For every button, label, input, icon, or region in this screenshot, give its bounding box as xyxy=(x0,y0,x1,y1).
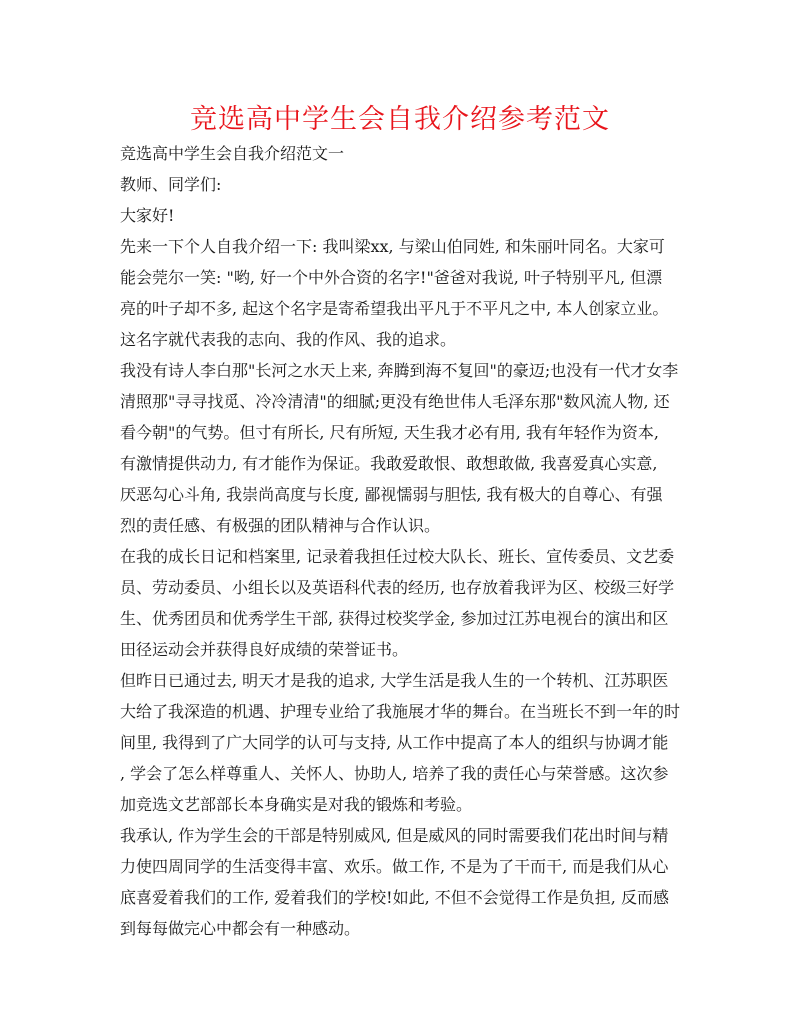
text-line: 底喜爱着我们的工作, 爱着我们的学校!如此, 不但不会觉得工作是负担, 反而感 xyxy=(120,888,669,907)
text-line: 生、优秀团员和优秀学生干部, 获得过校奖学金, 参加过江苏电视台的演出和区 xyxy=(120,609,669,628)
text-line: 我没有诗人李白那"长河之水天上来, 奔腾到海不复回"的豪迈;也没有一代才女李 xyxy=(120,361,679,380)
text-line: 员、劳动委员、小组长以及英语科代表的经历, 也存放着我评为区、校级三好学 xyxy=(120,578,675,597)
text-line: 我承认, 作为学生会的干部是特别威风, 但是威风的同时需要我们花出时间与精 xyxy=(120,826,669,845)
text-line: , 学会了怎么样尊重人、关怀人、协助人, 培养了我的责任心与荣誉感。这次参 xyxy=(120,764,669,783)
text-line: 竞选高中学生会自我介绍范文一 xyxy=(120,144,345,163)
text-line: 间里, 我得到了广大同学的认可与支持, 从工作中提高了本人的组织与协调才能 xyxy=(120,733,669,752)
text-line: 力使四周同学的生活变得丰富、欢乐。做工作, 不是为了干而干, 而是我们从心 xyxy=(120,857,669,876)
paragraph-salutation xyxy=(120,169,685,200)
paragraph-character xyxy=(120,355,685,541)
document-body xyxy=(120,138,685,944)
document-title: 竞选高中学生会自我介绍参考范文 xyxy=(190,104,610,135)
text-line: 亮的叶子却不多, 起这个名字是寄希望我出平凡于不平凡之中, 本人创家立业。 xyxy=(120,299,669,318)
text-line: 烈的责任感、有极强的团队精神与合作认识。 xyxy=(120,516,441,535)
text-line: 加竞选文艺部部长本身确实是对我的锻炼和考验。 xyxy=(120,795,473,814)
text-line: 教师、同学们: xyxy=(120,175,222,194)
text-line: 这名字就代表我的志向、我的作风、我的追求。 xyxy=(120,330,457,349)
paragraph-section-heading xyxy=(120,138,685,169)
text-line: 能会莞尔一笑: "哟, 好一个中外合资的名字!"爸爸对我说, 叶子特别平凡, 但漂 xyxy=(120,268,663,287)
paragraph-experience xyxy=(120,541,685,665)
text-line: 厌恶勾心斗角, 我崇尚高度与长度, 鄙视懦弱与胆怯, 我有极大的自尊心、有强 xyxy=(120,485,663,504)
paragraph-commitment xyxy=(120,820,685,944)
text-line: 看今朝"的气势。但寸有所长, 尺有所短, 天生我才必有用, 我有年轻作为资本, xyxy=(120,423,659,442)
text-line: 有激情提供动力, 有才能作为保证。我敢爱敢恨、敢想敢做, 我喜爱真心实意, xyxy=(120,454,658,473)
text-line: 田径运动会并获得良好成绩的荣誉证书。 xyxy=(120,640,409,659)
text-line: 先来一下个人自我介绍一下: 我叫梁xx, 与梁山伯同姓, 和朱丽叶同名。大家可 xyxy=(120,237,665,256)
paragraph-future xyxy=(120,665,685,820)
paragraph-introduction xyxy=(120,231,685,355)
text-line: 在我的成长日记和档案里, 记录着我担任过校大队长、班长、宣传委员、文艺委 xyxy=(120,547,675,566)
text-line: 到每每做完心中都会有一种感动。 xyxy=(120,919,361,938)
text-line: 但昨日已通过去, 明天才是我的追求, 大学生活是我人生的一个转机、江苏职医 xyxy=(120,671,669,690)
paragraph-greeting xyxy=(120,200,685,231)
text-line: 清照那"寻寻找觅、冷冷清清"的细腻;更没有绝世伟人毛泽东那"数风流人物, 还 xyxy=(120,392,670,411)
text-line: 大家好! xyxy=(120,206,175,225)
text-line: 大给了我深造的机遇、护理专业给了我施展才华的舞台。在当班长不到一年的时 xyxy=(120,702,681,721)
